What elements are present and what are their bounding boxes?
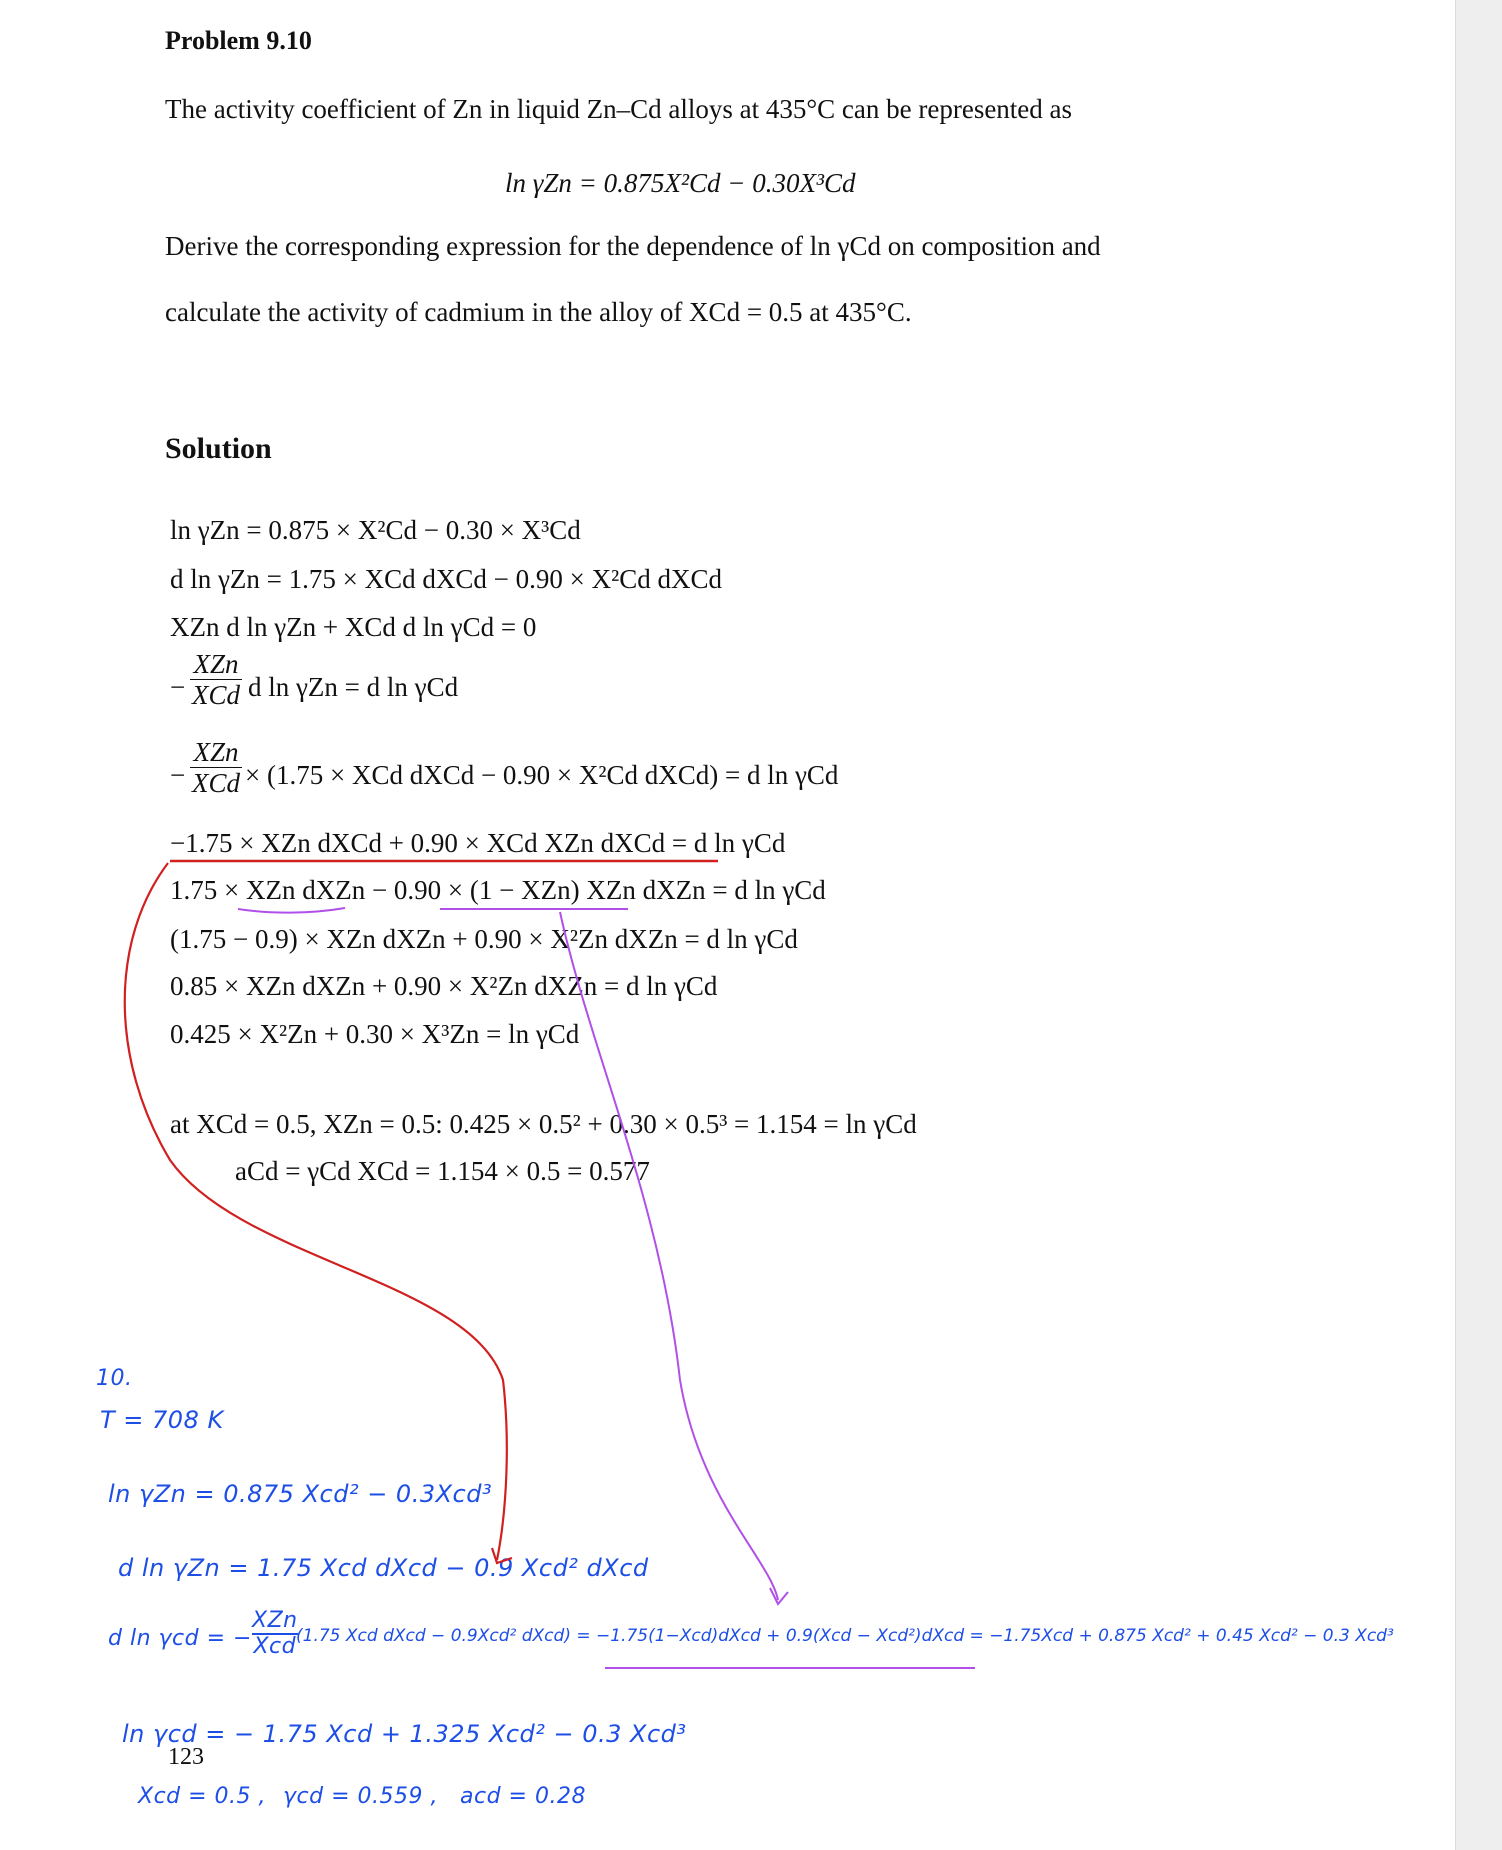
minus-sign: − — [170, 760, 186, 790]
handwritten-temperature: T = 708 K — [100, 1406, 224, 1434]
handwritten-fraction — [252, 1609, 298, 1659]
result-line-1: at XCd = 0.5, XZn = 0.5: 0.425 × 0.5² + 0.30 × 0.5³ = 1.154 = ln γCd — [170, 1109, 917, 1139]
problem-statement-line-3: calculate the activity of cadmium in the alloy of XCd = 0.5 at 435°C. — [165, 297, 912, 327]
handwritten-fraction-denominator: Xcd — [253, 1634, 297, 1659]
handwritten-problem-number: 10. — [96, 1366, 133, 1391]
handwritten-gamma-value: γcd = 0.559 , — [283, 1784, 438, 1809]
handwritten-line-3-rest: (1.75 Xcd dXcd − 0.9Xcd² dXcd) = −1.75(1−Xcd)dXcd + 0.9(Xcd − Xcd²)dXcd = −1.75Xcd + 0.875 Xcd² + 0.45 Xcd² − 0.3 Xcd³ — [296, 1626, 1394, 1646]
handwritten-line-1: ln γZn = 0.875 Xcd² − 0.3Xcd³ — [108, 1480, 493, 1508]
handwritten-line-2: d ln γZn = 1.75 Xcd dXcd − 0.9 Xcd² dXcd — [118, 1554, 649, 1582]
handwritten-line-4: ln γcd = − 1.75 Xcd + 1.325 Xcd² − 0.3 Xcd³ — [122, 1720, 687, 1748]
handwritten-xcd-value: Xcd = 0.5 , — [138, 1784, 267, 1809]
solution-step-10: 0.425 × X²Zn + 0.30 × X³Zn = ln γCd — [170, 1019, 580, 1049]
red-curve-arrow — [125, 863, 507, 1560]
fraction-numerator: XZn — [193, 737, 239, 767]
solution-step-7: 1.75 × XZn dXZn − 0.90 × (1 − XZn) XZn dXZn = d ln γCd — [170, 875, 826, 905]
solution-step-4: d ln γZn = d ln γCd — [248, 672, 459, 702]
problem-statement-line-1: The activity coefficient of Zn in liquid Zn–Cd alloys at 435°C can be represented as — [165, 94, 1073, 124]
fraction-xzn-over-xcd — [190, 738, 242, 797]
problem-title: Problem 9.10 — [165, 26, 312, 55]
fraction-denominator: XCd — [191, 768, 240, 798]
handwritten-activity-value: acd = 0.28 — [460, 1784, 586, 1809]
result-line-2: aCd = γCd XCd = 1.154 × 0.5 = 0.577 — [235, 1156, 650, 1186]
solution-step-6: −1.75 × XZn dXCd + 0.90 × XCd XZn dXCd = d ln γCd — [170, 828, 786, 858]
solution-step-1: ln γZn = 0.875 × X²Cd − 0.30 × X³Cd — [170, 515, 581, 545]
minus-sign: − — [170, 672, 186, 702]
scrollbar-track[interactable] — [1455, 0, 1502, 1850]
solution-step-8: (1.75 − 0.9) × XZn dXZn + 0.90 × X²Zn dXZn = d ln γCd — [170, 924, 798, 954]
purple-arrow-line — [560, 912, 778, 1600]
problem-statement-line-2: Derive the corresponding expression for the dependence of ln γCd on composition and — [165, 231, 1101, 261]
fraction-xzn-over-xcd — [190, 650, 242, 709]
purple-underline-term-1 — [238, 908, 345, 913]
given-equation: ln γZn = 0.875X²Cd − 0.30X³Cd — [505, 168, 856, 198]
solution-step-3: XZn d ln γZn + XCd d ln γCd = 0 — [170, 612, 537, 642]
handwritten-line-3-lhs: d ln γcd = − — [108, 1626, 252, 1651]
solution-heading: Solution — [165, 432, 272, 465]
page-number: 123 — [168, 1744, 204, 1770]
solution-step-2: d ln γZn = 1.75 × XCd dXCd − 0.90 × X²Cd dXCd — [170, 564, 722, 594]
handwritten-fraction-numerator: XZn — [252, 1608, 298, 1633]
fraction-numerator: XZn — [193, 649, 239, 679]
solution-step-5: × (1.75 × XCd dXCd − 0.90 × X²Cd dXCd) = d ln γCd — [245, 760, 839, 790]
purple-arrowhead — [770, 1588, 788, 1604]
solution-step-9: 0.85 × XZn dXZn + 0.90 × X²Zn dXZn = d ln γCd — [170, 971, 718, 1001]
fraction-denominator: XCd — [191, 680, 240, 710]
